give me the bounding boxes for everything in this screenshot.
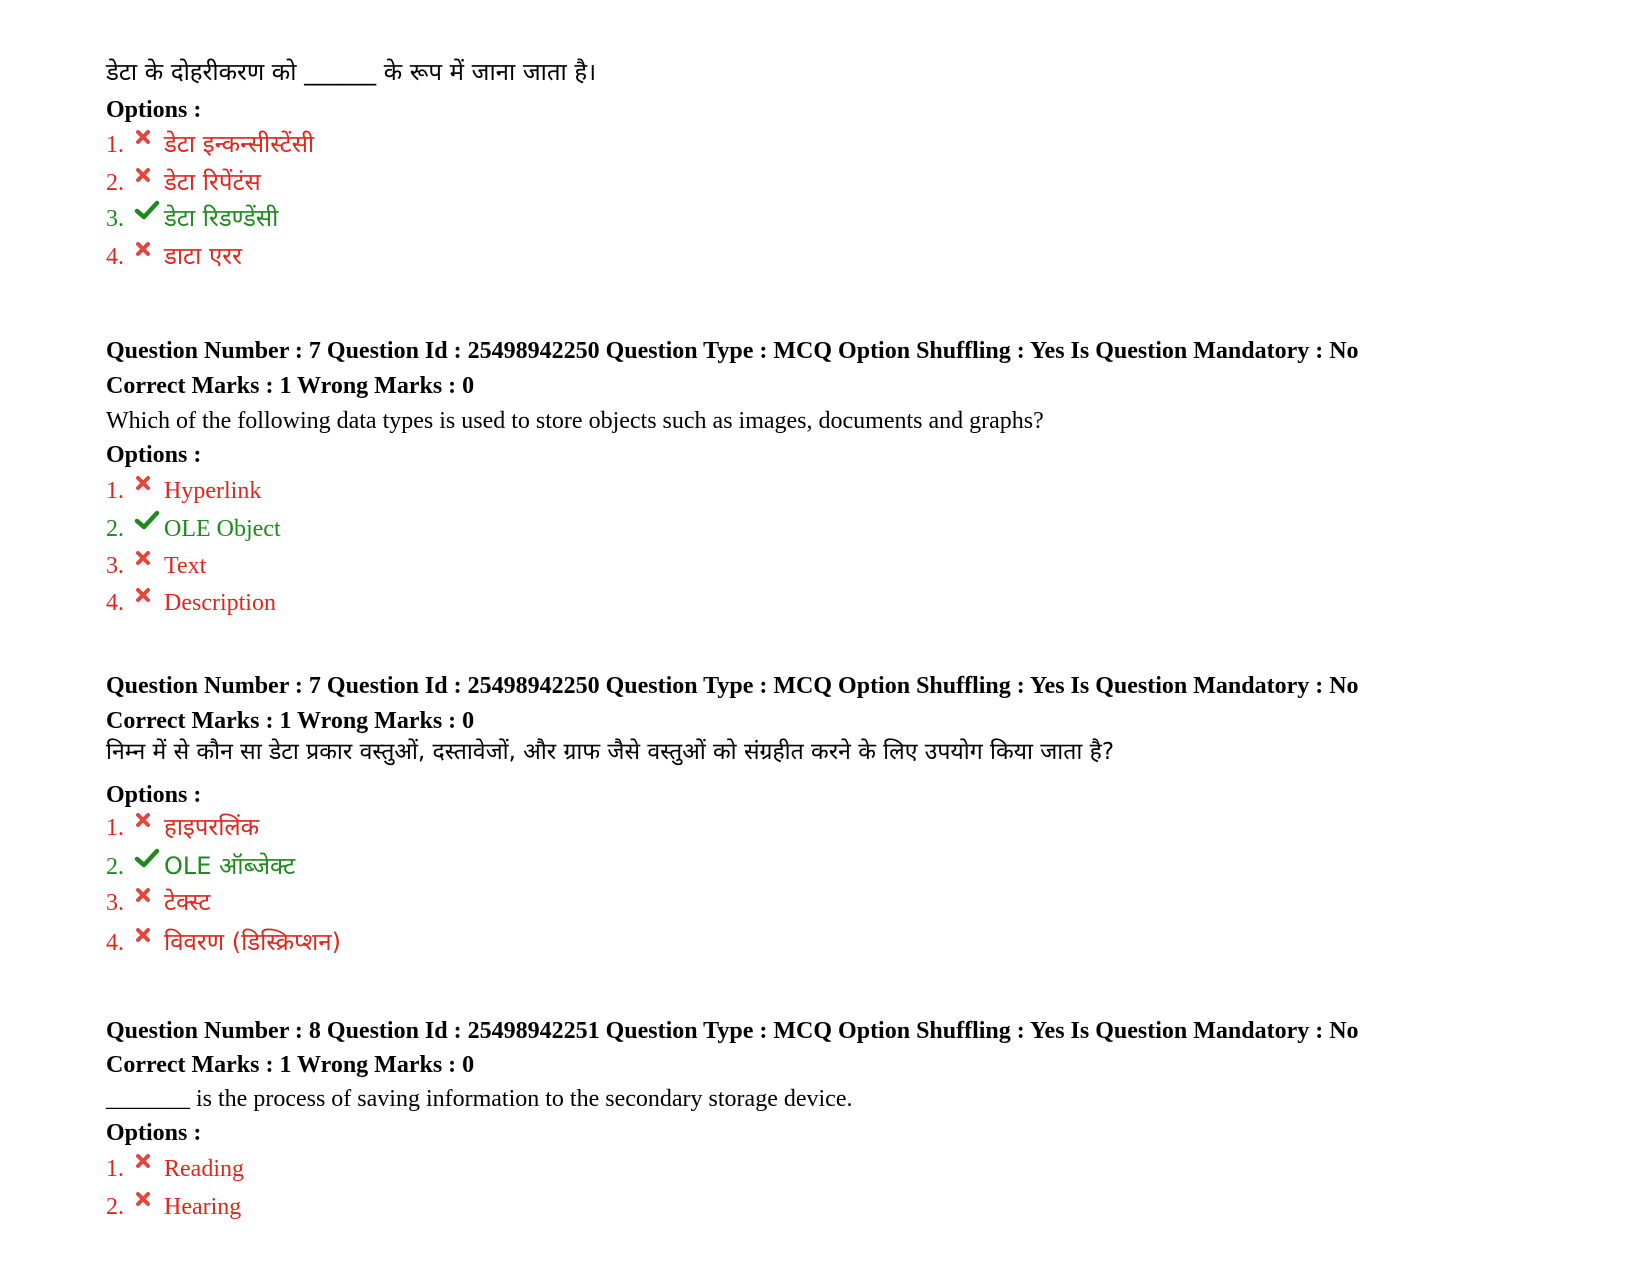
- cross-icon: [134, 926, 164, 944]
- options-label: Options :: [106, 782, 202, 808]
- option-text: Hearing: [164, 1194, 242, 1220]
- question-meta: Question Number : 7 Question Id : 25498942250 Question Type : MCQ Option Shuffling : Yes Is Question Mandatory : No: [106, 338, 1359, 364]
- option-number: 1.: [106, 1156, 124, 1182]
- check-icon: [134, 200, 164, 220]
- cross-icon: [134, 166, 164, 184]
- option-text: डेटा इन्कन्सीस्टेंसी: [164, 130, 315, 158]
- option-item: [106, 479, 261, 503]
- cross-icon: [134, 886, 164, 904]
- option-text: विवरण (डिस्क्रिप्शन): [164, 928, 341, 956]
- option-text: टेक्स्ट: [164, 888, 211, 916]
- option-text: OLE ऑब्जेक्ट: [164, 852, 296, 880]
- option-text: Hyperlink: [164, 478, 262, 504]
- options-label: Options :: [106, 442, 202, 468]
- option-item: [106, 591, 276, 615]
- option-text: OLE Object: [164, 516, 281, 542]
- option-number: 4.: [106, 244, 124, 270]
- option-number: 3.: [106, 890, 124, 916]
- cross-icon: [134, 240, 164, 258]
- question-marks: Correct Marks : 1 Wrong Marks : 0: [106, 373, 475, 399]
- cross-icon: [134, 474, 164, 492]
- option-item: [106, 244, 242, 269]
- option-text: डेटा रिडण्डेंसी: [164, 204, 279, 232]
- cross-icon: [134, 1152, 164, 1170]
- option-text: Description: [164, 590, 276, 616]
- option-item: [106, 170, 261, 195]
- cross-icon: [134, 811, 164, 829]
- cross-icon: [134, 128, 164, 146]
- options-label: Options :: [106, 97, 202, 123]
- option-number: 2.: [106, 1194, 124, 1220]
- option-item: [106, 890, 210, 915]
- option-number: 1.: [106, 132, 124, 158]
- question-meta: Question Number : 8 Question Id : 25498942251 Question Type : MCQ Option Shuffling : Yes Is Question Mandatory : No: [106, 1018, 1359, 1044]
- options-label: Options :: [106, 1120, 202, 1146]
- option-number: 3.: [106, 206, 124, 232]
- check-icon: [134, 848, 164, 868]
- option-text: डाटा एरर: [164, 242, 242, 270]
- option-item: [106, 815, 259, 840]
- option-number: 1.: [106, 815, 124, 841]
- option-text: Reading: [164, 1156, 244, 1182]
- option-number: 1.: [106, 478, 124, 504]
- question-text: डेटा के दोहरीकरण को ______ के रूप में जाना जाता है।: [106, 58, 597, 86]
- question-marks: Correct Marks : 1 Wrong Marks : 0: [106, 1052, 475, 1078]
- option-item: [106, 554, 206, 578]
- question-meta: Question Number : 7 Question Id : 25498942250 Question Type : MCQ Option Shuffling : Yes Is Question Mandatory : No: [106, 673, 1359, 699]
- question-text: _______ is the process of saving information to the secondary storage device.: [106, 1086, 853, 1112]
- option-number: 2.: [106, 516, 124, 542]
- option-number: 4.: [106, 590, 124, 616]
- question-text: निम्न में से कौन सा डेटा प्रकार वस्तुओं, दस्तावेजों, और ग्राफ जैसे वस्तुओं को संग्रहीत करने के लिए उपयोग किया जाता है?: [106, 739, 1115, 765]
- option-number: 3.: [106, 553, 124, 579]
- option-item: [106, 132, 314, 157]
- question-marks: Correct Marks : 1 Wrong Marks : 0: [106, 708, 475, 734]
- check-icon: [134, 510, 164, 530]
- option-number: 2.: [106, 854, 124, 880]
- question-text: Which of the following data types is used to store objects such as images, documents and graphs?: [106, 408, 1044, 434]
- option-text: डेटा रिपेंटंस: [164, 168, 261, 196]
- cross-icon: [134, 549, 164, 567]
- option-item: [106, 1195, 241, 1219]
- cross-icon: [134, 1190, 164, 1208]
- option-text: हाइपरलिंक: [164, 813, 260, 841]
- option-number: 4.: [106, 930, 124, 956]
- option-item: [106, 1157, 244, 1181]
- option-text: Text: [164, 553, 207, 579]
- option-number: 2.: [106, 170, 124, 196]
- cross-icon: [134, 586, 164, 604]
- option-item: [106, 854, 295, 879]
- option-item: [106, 206, 278, 231]
- option-item: [106, 516, 281, 541]
- option-item: [106, 930, 341, 955]
